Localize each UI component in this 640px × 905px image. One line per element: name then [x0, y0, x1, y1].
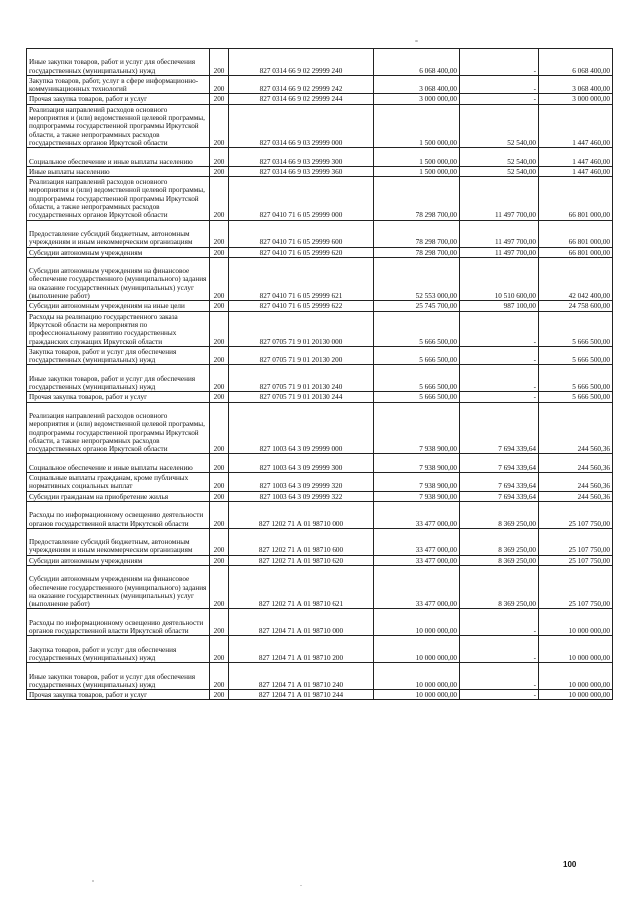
row-name: Прочая закупка товаров, работ и услуг — [27, 94, 210, 104]
row-fact-amount: 10 510 600,00 — [460, 257, 539, 301]
row-plan-amount: 78 298 700,00 — [374, 247, 460, 257]
row-code: 827 0314 66 9 03 29999 360 — [229, 166, 374, 176]
row-plan-amount: 1 500 000,00 — [374, 148, 460, 167]
row-rest-amount: 24 758 600,00 — [539, 301, 613, 311]
row-fact-amount: 8 369 250,00 — [460, 501, 539, 528]
row-name: Иные закупки товаров, работ и услуг для обеспечения государственных (муниципальных) нужд — [27, 663, 210, 690]
row-plan-amount: 33 477 000,00 — [374, 555, 460, 565]
row-kvr: 200 — [210, 690, 229, 700]
row-plan-amount: 5 666 500,00 — [374, 311, 460, 346]
row-fact-amount: 52 540,00 — [460, 104, 539, 148]
row-code: 827 0705 71 9 01 20130 200 — [229, 346, 374, 365]
row-code: 827 0410 71 6 05 29999 000 — [229, 177, 374, 221]
row-rest-amount: 5 666 500,00 — [539, 346, 613, 365]
row-rest-amount: 1 447 460,00 — [539, 148, 613, 167]
budget-execution-table — [26, 48, 613, 700]
row-kvr: 200 — [210, 257, 229, 301]
row-kvr: 200 — [210, 555, 229, 565]
row-fact-amount: 7 694 339,64 — [460, 491, 539, 501]
row-name: Закупка товаров, работ, услуг в сфере информационно-коммуникационных технологий — [27, 75, 210, 94]
row-kvr: 200 — [210, 473, 229, 492]
row-name: Субсидии автономным учреждениям на финансовое обеспечение государственного (муниципального) задания на оказание государственных (муниципальных) услуг (выполнение работ) — [27, 257, 210, 301]
row-kvr: 200 — [210, 220, 229, 247]
row-fact-amount: - — [460, 49, 539, 76]
row-name: Расходы по информационному освещению деятельности органов государственной власти Иркутской области — [27, 609, 210, 636]
row-kvr: 200 — [210, 301, 229, 311]
row-name: Закупка товаров, работ и услуг для обеспечения государственных (муниципальных) нужд — [27, 346, 210, 365]
row-plan-amount: 7 938 900,00 — [374, 473, 460, 492]
row-name: Реализация направлений расходов основного мероприятия и (или) ведомственной целевой программы, подпрограммы государственной программы Иркутской области, а также непрограммных расходов государственных органов Иркутской области — [27, 177, 210, 221]
row-name: Субсидии гражданам на приобретение жилья — [27, 491, 210, 501]
row-code: 827 0314 66 9 02 29999 244 — [229, 94, 374, 104]
row-code: 827 1202 71 А 01 98710 621 — [229, 565, 374, 609]
row-rest-amount: 6 068 400,00 — [539, 49, 613, 76]
row-fact-amount: 11 497 700,00 — [460, 247, 539, 257]
row-fact-amount: 7 694 339,64 — [460, 454, 539, 473]
row-plan-amount: 33 477 000,00 — [374, 565, 460, 609]
table-row — [27, 94, 613, 104]
row-code: 827 1003 64 3 09 29999 320 — [229, 473, 374, 492]
row-fact-amount: 8 369 250,00 — [460, 528, 539, 555]
row-rest-amount: 25 107 750,00 — [539, 565, 613, 609]
row-fact-amount: 11 497 700,00 — [460, 177, 539, 221]
row-rest-amount: 244 560,36 — [539, 402, 613, 454]
row-name: Прочая закупка товаров, работ и услуг — [27, 690, 210, 700]
row-kvr: 200 — [210, 609, 229, 636]
row-code: 827 0410 71 6 05 29999 621 — [229, 257, 374, 301]
row-plan-amount: 7 938 900,00 — [374, 491, 460, 501]
row-name: Предоставление субсидий бюджетным, автономным учреждениям и иным некоммерческим организациям — [27, 528, 210, 555]
table-row — [27, 75, 613, 94]
row-code: 827 0705 71 9 01 20130 000 — [229, 311, 374, 346]
table-row — [27, 148, 613, 167]
row-name: Прочая закупка товаров, работ и услуг — [27, 392, 210, 402]
row-rest-amount: 10 000 000,00 — [539, 609, 613, 636]
table-row — [27, 49, 613, 76]
table-body — [27, 49, 613, 700]
row-name: Субсидии автономным учреждениям — [27, 247, 210, 257]
row-rest-amount: 42 042 400,00 — [539, 257, 613, 301]
budget-table-wrapper — [26, 48, 610, 700]
row-name: Социальное обеспечение и иные выплаты населению — [27, 148, 210, 167]
row-kvr: 200 — [210, 528, 229, 555]
row-plan-amount: 78 298 700,00 — [374, 177, 460, 221]
row-rest-amount: 244 560,36 — [539, 491, 613, 501]
row-plan-amount: 52 553 000,00 — [374, 257, 460, 301]
table-row — [27, 311, 613, 346]
table-row — [27, 402, 613, 454]
row-rest-amount: 66 801 000,00 — [539, 220, 613, 247]
table-row — [27, 555, 613, 565]
row-rest-amount: 10 000 000,00 — [539, 690, 613, 700]
table-row — [27, 528, 613, 555]
row-name: Реализация направлений расходов основного мероприятия и (или) ведомственной целевой программы, подпрограммы государственной программы Иркутской области, а также непрограммных расходов государственных органов Иркутской области — [27, 402, 210, 454]
row-fact-amount: 987 100,00 — [460, 301, 539, 311]
row-code: 827 1204 71 А 01 98710 240 — [229, 663, 374, 690]
row-kvr: 200 — [210, 177, 229, 221]
row-name: Иные закупки товаров, работ и услуг для обеспечения государственных (муниципальных) нужд — [27, 49, 210, 76]
row-plan-amount: 78 298 700,00 — [374, 220, 460, 247]
row-kvr: 200 — [210, 636, 229, 663]
row-kvr: 200 — [210, 94, 229, 104]
row-code: 827 1204 71 А 01 98710 244 — [229, 690, 374, 700]
row-plan-amount: 3 068 400,00 — [374, 75, 460, 94]
row-plan-amount: 5 666 500,00 — [374, 392, 460, 402]
row-code: 827 1204 71 А 01 98710 200 — [229, 636, 374, 663]
table-row — [27, 247, 613, 257]
row-plan-amount: 5 666 500,00 — [374, 365, 460, 392]
row-rest-amount: 1 447 460,00 — [539, 104, 613, 148]
row-kvr: 200 — [210, 392, 229, 402]
row-plan-amount: 10 000 000,00 — [374, 609, 460, 636]
row-plan-amount: 10 000 000,00 — [374, 690, 460, 700]
row-plan-amount: 33 477 000,00 — [374, 501, 460, 528]
row-rest-amount: 5 666 500,00 — [539, 365, 613, 392]
row-plan-amount: 1 500 000,00 — [374, 166, 460, 176]
row-fact-amount: - — [460, 690, 539, 700]
table-row — [27, 220, 613, 247]
table-row — [27, 301, 613, 311]
table-row — [27, 636, 613, 663]
row-fact-amount: 11 497 700,00 — [460, 220, 539, 247]
row-name: Социальные выплаты гражданам, кроме публичных нормативных социальных выплат — [27, 473, 210, 492]
row-kvr: 200 — [210, 491, 229, 501]
table-row — [27, 166, 613, 176]
row-code: 827 0410 71 6 05 29999 600 — [229, 220, 374, 247]
row-rest-amount: 244 560,36 — [539, 454, 613, 473]
row-code: 827 0314 66 9 02 29999 240 — [229, 49, 374, 76]
row-name: Социальное обеспечение и иные выплаты населению — [27, 454, 210, 473]
row-kvr: 200 — [210, 148, 229, 167]
table-row — [27, 690, 613, 700]
row-rest-amount: 10 000 000,00 — [539, 663, 613, 690]
row-kvr: 200 — [210, 402, 229, 454]
row-name: Закупка товаров, работ и услуг для обеспечения государственных (муниципальных) нужд — [27, 636, 210, 663]
row-fact-amount: - — [460, 94, 539, 104]
row-rest-amount: 3 068 400,00 — [539, 75, 613, 94]
row-plan-amount: 25 745 700,00 — [374, 301, 460, 311]
row-rest-amount: 1 447 460,00 — [539, 166, 613, 176]
row-fact-amount: 8 369 250,00 — [460, 565, 539, 609]
row-fact-amount: - — [460, 636, 539, 663]
row-plan-amount: 10 000 000,00 — [374, 636, 460, 663]
table-row — [27, 365, 613, 392]
row-kvr: 200 — [210, 311, 229, 346]
row-code: 827 1003 64 3 09 29999 300 — [229, 454, 374, 473]
row-code: 827 0314 66 9 02 29999 242 — [229, 75, 374, 94]
row-name: Субсидии автономным учреждениям на иные цели — [27, 301, 210, 311]
row-fact-amount: 52 540,00 — [460, 148, 539, 167]
row-code: 827 1003 64 3 09 29999 000 — [229, 402, 374, 454]
row-code: 827 1003 64 3 09 29999 322 — [229, 491, 374, 501]
row-kvr: 200 — [210, 501, 229, 528]
table-row — [27, 491, 613, 501]
table-row — [27, 501, 613, 528]
row-code: 827 1204 71 А 01 98710 000 — [229, 609, 374, 636]
row-name: Расходы по информационному освещению деятельности органов государственной власти Иркутской области — [27, 501, 210, 528]
row-code: 827 0410 71 6 05 29999 620 — [229, 247, 374, 257]
row-rest-amount: 5 666 500,00 — [539, 392, 613, 402]
row-plan-amount: 7 938 900,00 — [374, 454, 460, 473]
row-plan-amount: 6 068 400,00 — [374, 49, 460, 76]
row-fact-amount: 8 369 250,00 — [460, 555, 539, 565]
row-code: 827 1202 71 А 01 98710 620 — [229, 555, 374, 565]
row-rest-amount: 10 000 000,00 — [539, 636, 613, 663]
row-code: 827 1202 71 А 01 98710 600 — [229, 528, 374, 555]
row-fact-amount: - — [460, 609, 539, 636]
row-code: 827 1202 71 А 01 98710 000 — [229, 501, 374, 528]
row-rest-amount: 25 107 750,00 — [539, 501, 613, 528]
row-fact-amount: 7 694 339,64 — [460, 402, 539, 454]
row-kvr: 200 — [210, 75, 229, 94]
row-code: 827 0314 66 9 03 29999 000 — [229, 104, 374, 148]
table-row — [27, 177, 613, 221]
table-row — [27, 346, 613, 365]
row-kvr: 200 — [210, 663, 229, 690]
page-number: 100 — [563, 860, 577, 869]
row-name: Предоставление субсидий бюджетным, автономным учреждениям и иным некоммерческим организациям — [27, 220, 210, 247]
row-kvr: 200 — [210, 166, 229, 176]
table-row — [27, 473, 613, 492]
row-fact-amount: - — [460, 365, 539, 392]
row-fact-amount: - — [460, 75, 539, 94]
table-row — [27, 392, 613, 402]
row-name: Иные закупки товаров, работ и услуг для обеспечения государственных (муниципальных) нужд — [27, 365, 210, 392]
row-plan-amount: 1 500 000,00 — [374, 104, 460, 148]
table-row — [27, 609, 613, 636]
row-rest-amount: 66 801 000,00 — [539, 177, 613, 221]
row-fact-amount: - — [460, 346, 539, 365]
row-kvr: 200 — [210, 104, 229, 148]
table-row — [27, 454, 613, 473]
row-rest-amount: 3 000 000,00 — [539, 94, 613, 104]
row-fact-amount: 7 694 339,64 — [460, 473, 539, 492]
row-name: Субсидии автономным учреждениям — [27, 555, 210, 565]
scan-speck — [92, 880, 94, 882]
row-rest-amount: 244 560,36 — [539, 473, 613, 492]
row-name: Иные выплаты населению — [27, 166, 210, 176]
row-code: 827 0410 71 6 05 29999 622 — [229, 301, 374, 311]
row-rest-amount: 66 801 000,00 — [539, 247, 613, 257]
row-fact-amount: - — [460, 311, 539, 346]
table-row — [27, 565, 613, 609]
row-kvr: 200 — [210, 247, 229, 257]
row-plan-amount: 7 938 900,00 — [374, 402, 460, 454]
row-code: 827 0314 66 9 03 29999 300 — [229, 148, 374, 167]
row-code: 827 0705 71 9 01 20130 244 — [229, 392, 374, 402]
row-kvr: 200 — [210, 49, 229, 76]
row-name: Расходы на реализацию государственного заказа Иркутской области на мероприятия по профессиональному развитию государственных гражданских служащих Иркутской области — [27, 311, 210, 346]
row-kvr: 200 — [210, 346, 229, 365]
row-kvr: 200 — [210, 565, 229, 609]
scan-speck — [300, 885, 302, 886]
row-fact-amount: - — [460, 392, 539, 402]
row-plan-amount: 5 666 500,00 — [374, 346, 460, 365]
row-plan-amount: 10 000 000,00 — [374, 663, 460, 690]
row-fact-amount: 52 540,00 — [460, 166, 539, 176]
table-row — [27, 663, 613, 690]
row-name: Реализация направлений расходов основного мероприятия и (или) ведомственной целевой программы, подпрограммы государственной программы Иркутской области, а также непрограммных расходов государственных органов Иркутской области — [27, 104, 210, 148]
table-row — [27, 257, 613, 301]
row-plan-amount: 3 000 000,00 — [374, 94, 460, 104]
row-rest-amount: 25 107 750,00 — [539, 528, 613, 555]
row-rest-amount: 5 666 500,00 — [539, 311, 613, 346]
row-kvr: 200 — [210, 454, 229, 473]
scan-speck — [415, 40, 418, 42]
table-row — [27, 104, 613, 148]
row-fact-amount: - — [460, 663, 539, 690]
row-name: Субсидии автономным учреждениям на финансовое обеспечение государственного (муниципального) задания на оказание государственных (муниципальных) услуг (выполнение работ) — [27, 565, 210, 609]
row-rest-amount: 25 107 750,00 — [539, 555, 613, 565]
row-code: 827 0705 71 9 01 20130 240 — [229, 365, 374, 392]
row-kvr: 200 — [210, 365, 229, 392]
row-plan-amount: 33 477 000,00 — [374, 528, 460, 555]
